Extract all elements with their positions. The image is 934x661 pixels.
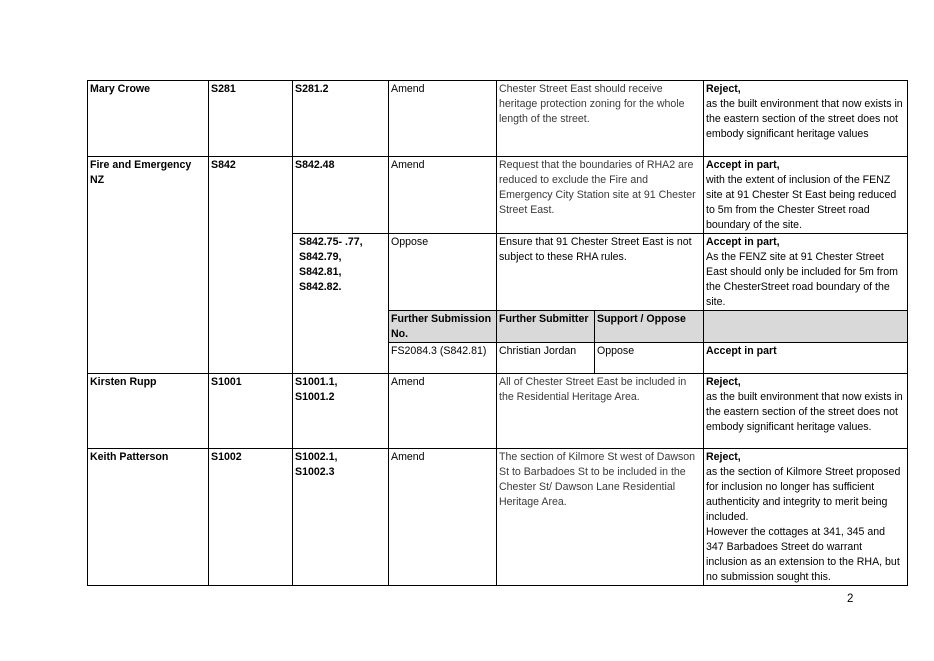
summary-cell: All of Chester Street East be included in the Residential Heritage Area. <box>497 374 704 449</box>
decision-heading: Reject, <box>706 83 741 95</box>
submission-number-cell: S1001 <box>209 374 293 449</box>
submission-number-cell: S842 <box>209 157 293 374</box>
summary-cell: The section of Kilmore St west of Dawson St to Barbadoes St to be included in the Chester St/ Dawson Lane Residential Heritage Area. <box>497 449 704 586</box>
further-submitter-cell: Christian Jordan <box>497 343 595 374</box>
empty-header-cell <box>704 311 908 343</box>
submission-point-cell: S281.2 <box>293 81 389 157</box>
table-row <box>88 81 908 157</box>
decision-heading: Accept in part, <box>706 236 780 248</box>
decision-cell <box>704 449 908 586</box>
position-cell: Amend <box>389 81 497 157</box>
submissions-table <box>87 80 908 586</box>
position-cell: Amend <box>389 157 497 234</box>
decision-reason: with the extent of inclusion of the FENZ site at 91 Chester St East being reduced to 5m from the Chester Street road boundary of the site. <box>706 174 897 231</box>
decision-reason: as the built environment that now exists in the eastern section of the street does not embody significant heritage values. <box>706 391 903 433</box>
further-submission-number-header: Further Submission No. <box>389 311 497 343</box>
decision-cell: Accept in part <box>704 343 908 374</box>
point-line: S1001.2 <box>295 391 335 403</box>
page-number: 2 <box>847 593 854 605</box>
decision-reason: As the FENZ site at 91 Chester Street East should only be included for 5m from the ChesterStreet road boundary of the site. <box>706 251 898 308</box>
summary-cell: Request that the boundaries of RHA2 are reduced to exclude the Fire and Emergency City Station site at 91 Chester Street East. <box>497 157 704 234</box>
point-line: S1002.3 <box>295 466 335 478</box>
point-line: S1001.1, <box>295 376 338 388</box>
decision-cell <box>704 374 908 449</box>
point-line: S842.79, <box>299 251 342 263</box>
support-oppose-header: Support / Oppose <box>595 311 704 343</box>
further-submitter-header: Further Submitter <box>497 311 595 343</box>
support-oppose-cell: Oppose <box>595 343 704 374</box>
submission-number-cell: S281 <box>209 81 293 157</box>
decision-reason: as the section of Kilmore Street proposed for inclusion no longer has sufficient authenticity and integrity to merit being included. <box>706 466 901 523</box>
submitter-cell: Keith Patterson <box>88 449 209 586</box>
decision-cell <box>704 234 908 311</box>
submission-point-cell <box>293 449 389 586</box>
submitter-cell: Mary Crowe <box>88 81 209 157</box>
decision-heading: Accept in part, <box>706 159 780 171</box>
submitter-cell: Fire and Emergency NZ <box>88 157 209 374</box>
summary-cell: Ensure that 91 Chester Street East is not subject to these RHA rules. <box>497 234 704 311</box>
point-line: S842.81, <box>299 266 342 278</box>
point-line: S842.82. <box>299 281 342 293</box>
submission-point-cell: S842.48 <box>293 157 389 234</box>
decision-note: However the cottages at 341, 345 and 347 Barbadoes Street do warrant inclusion as an extension to the RHA, but no submission sought this. <box>706 526 900 583</box>
further-submission-number-cell: FS2084.3 (S842.81) <box>389 343 497 374</box>
decision-cell <box>704 157 908 234</box>
decision-heading: Reject, <box>706 451 741 463</box>
submission-point-cell <box>293 374 389 449</box>
position-cell: Amend <box>389 374 497 449</box>
submitter-cell: Kirsten Rupp <box>88 374 209 449</box>
decision-cell <box>704 81 908 157</box>
position-cell: Amend <box>389 449 497 586</box>
point-line: S1002.1, <box>295 451 338 463</box>
submission-number-cell: S1002 <box>209 449 293 586</box>
decision-heading: Reject, <box>706 376 741 388</box>
table-row <box>88 374 908 449</box>
table-row <box>88 157 908 234</box>
submission-point-cell <box>293 234 389 374</box>
summary-cell: Chester Street East should receive heritage protection zoning for the whole length of the street. <box>497 81 704 157</box>
point-line: S842.75- .77, <box>299 236 363 248</box>
position-cell: Oppose <box>389 234 497 311</box>
decision-reason: as the built environment that now exists in the eastern section of the street does not embody significant heritage values <box>706 98 903 140</box>
table-row <box>88 449 908 586</box>
